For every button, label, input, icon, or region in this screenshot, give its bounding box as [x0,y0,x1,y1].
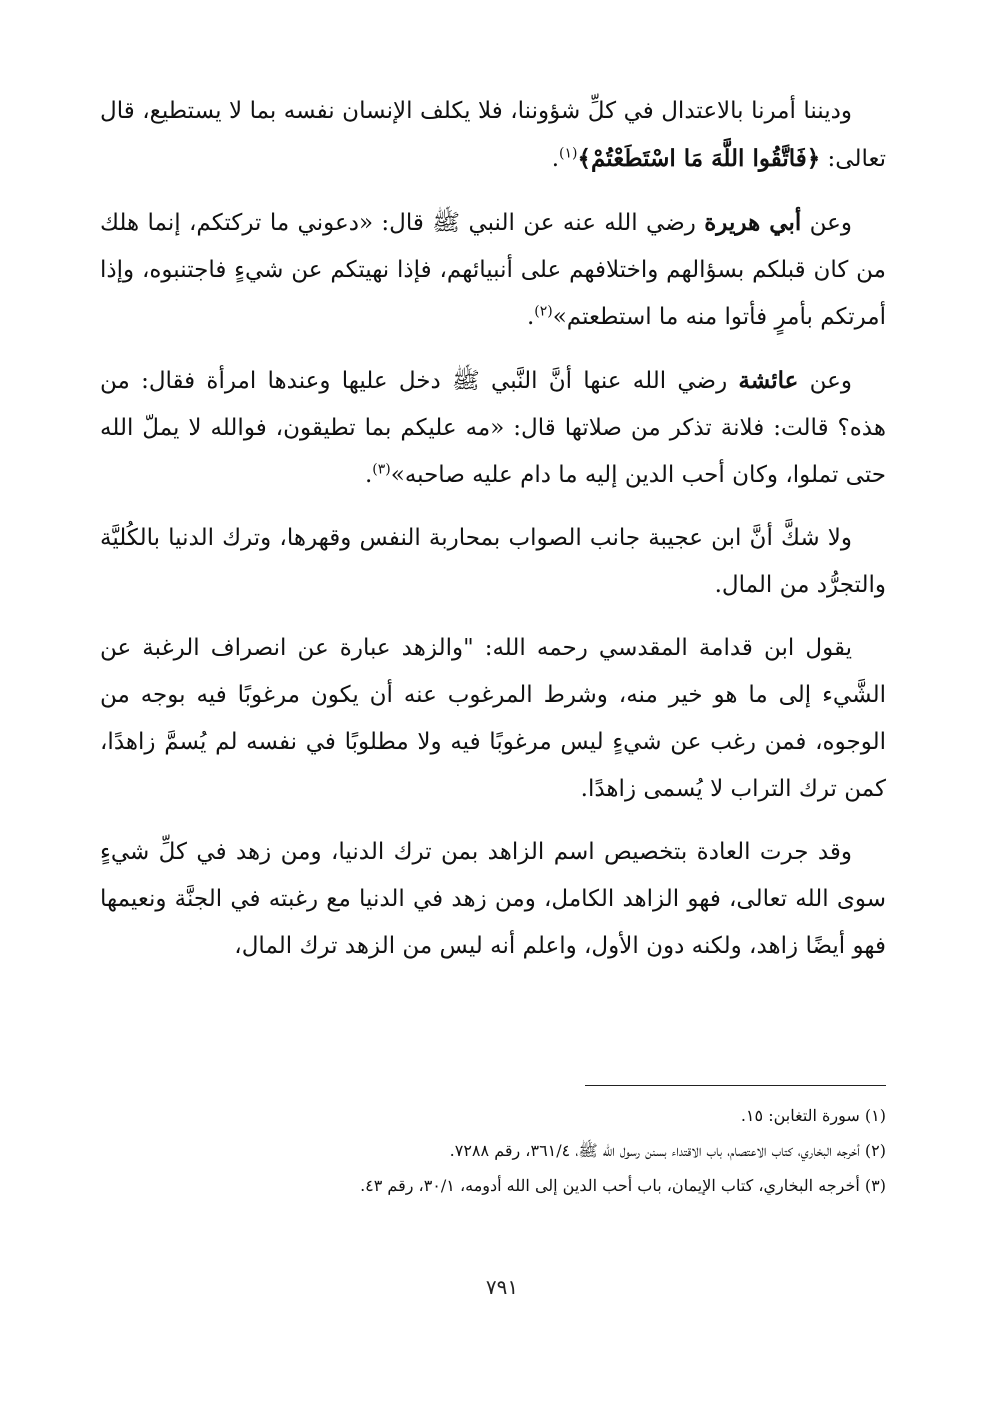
footnote-ref-3[interactable]: (٣) [372,461,391,478]
paragraph-text: . [551,146,559,172]
paragraph-text: . [526,304,535,330]
hadith-text: رضي الله عنها أنَّ النَّبي ﷺ دخل عليها وعندها امرأة فقال: من هذه؟ قالت: فلانة تذكر من صلاتها قال: «مه عليكم بما تطيقون، فوالله لا يملّ الله حتى تملوا، وكان أحب الدين إليه ما دام عليه صاحبه» [100,368,886,488]
paragraph-ibn-ajiba: ولا شكَّ أنَّ ابن عجيبة جانب الصواب بمحاربة النفس وقهرها، وترك الدنيا بالكُليَّة والتجرُّد من المال. [100,525,886,598]
footnote-ref-2[interactable]: (٢) [534,303,553,320]
footnote-ref-1[interactable]: (١) [559,145,578,162]
footnote-2: (٢) أخرجه البخاري، كتاب الاعتصام، باب الاقتداء بسنن رسول الله ﷺ، ٣٦١/٤، رقم ٧٢٨٨. [449,1141,886,1160]
hadith-text: رضي الله عنه عن النبي ﷺ قال: «دعوني ما تركتكم، إنما هلك من كان قبلكم بسؤالهم واختلافهم على أنبيائهم، فإذا نهيتكم عن شيءٍ فاجتنبوه، وإذا أمرتكم بأمرٍ فأتوا منه ما استطعتم» [100,210,886,330]
paragraph-text: وعن [801,210,852,236]
paragraph-ibn-qudama: يقول ابن قدامة المقدسي رحمه الله: "والزهد عبارة عن انصراف الرغبة عن الشَّيء إلى ما هو خير منه، وشرط المرغوب عنه أن يكون مرغوبًا فيه بوجه من الوجوه، فمن رغب عن شيءٍ ليس مرغوبًا فيه ولا مطلوبًا في نفسه لم يُسمَّ زاهدًا، كمن ترك التراب لا يُسمى زاهدًا. [100,635,886,802]
paragraph-zuhd: وقد جرت العادة بتخصيص اسم الزاهد بمن ترك الدنيا، ومن زهد في كلِّ شيءٍ سوى الله تعالى، فهو الزاهد الكامل، ومن زهد في الدنيا مع رغبته في الجنَّة ونعيمها فهو أيضًا زاهد، ولكنه دون الأول، واعلم أنه ليس من الزهد ترك المال، [100,839,886,959]
paragraph-aisha [100,357,886,499]
quran-verse: ﴿فَاتَّقُوا اللَّهَ مَا اسْتَطَعْتُمْ﴾ [577,145,821,172]
footnote-1: (١) سورة التغابن: ١٥. [740,1106,886,1125]
page-number: ٧٩١ [485,1275,519,1299]
paragraph-text: . [364,462,373,488]
narrator-name: عائشة [738,367,799,394]
paragraph-moderation [100,88,886,183]
page-body [100,88,886,986]
footnote-3: (٣) أخرجه البخاري، كتاب الإيمان، باب أحب الدين إلى الله أدومه، ٣٠/١، رقم ٤٣. [360,1176,886,1195]
paragraph-abu-hurayra [100,199,886,341]
paragraph-text: وديننا أمرنا بالاعتدال في كلِّ شؤوننا، فلا يكلف الإنسان نفسه بما لا يستطيع، قال تعالى: [100,98,886,172]
paragraph-text: وعن [798,368,852,394]
footnote-separator [585,1085,886,1086]
narrator-name: أبي هريرة [704,209,802,236]
footnotes-section [100,1098,886,1203]
